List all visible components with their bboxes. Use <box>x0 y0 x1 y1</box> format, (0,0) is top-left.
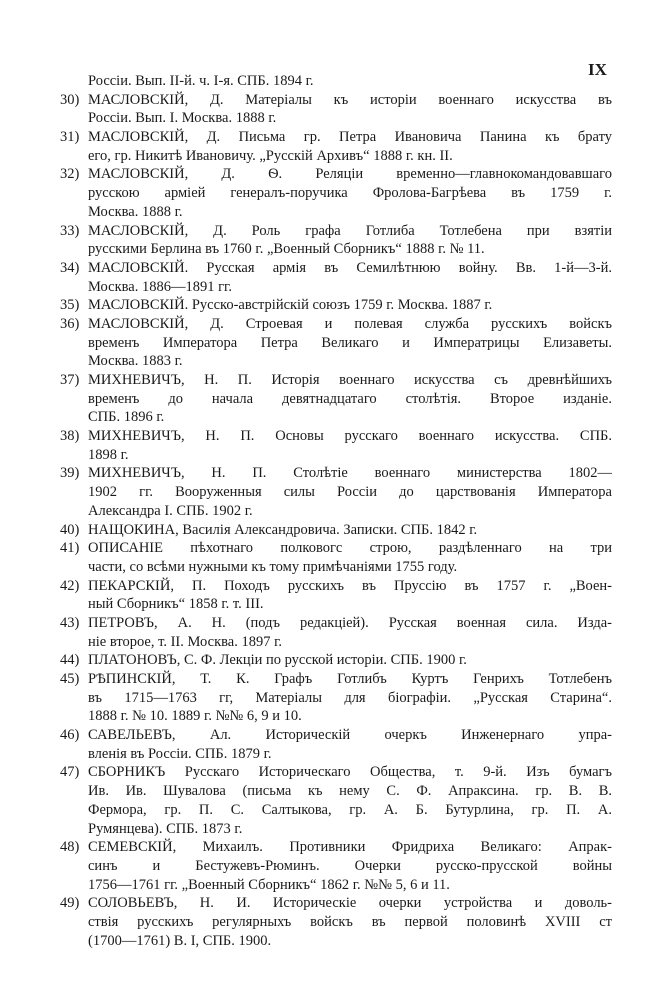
entry-text-line: 1888 г. № 10. 1889 г. №№ 6, 9 и 10. <box>88 708 302 725</box>
bibliography-entry <box>60 91 612 128</box>
entry-number: 37) <box>60 372 80 388</box>
entry-text-line: (1700—1761) В. I, СПБ. 1900. <box>88 932 272 949</box>
entry-text-line: МАСЛОВСКІЙ. Русская армія въ Семилѣтнюю войну. Вв. 1-й—3-й. <box>88 259 612 276</box>
entry-number: 38) <box>60 428 80 445</box>
entry-text-line: синъ и Бестужевъ-Рюминъ. Очерки русско-прусской войны <box>88 857 612 874</box>
bibliography-entry <box>60 726 612 763</box>
bibliography-entry <box>60 259 612 296</box>
entry-text-line: СОЛОВЬЕВЪ, Н. И. Историческіе очерки устройства и доволь- <box>88 895 612 912</box>
entry-text-line: временъ Императора Петра Великаго и Императрицы Елизаветы. <box>88 334 612 351</box>
entry-text-line: ніе второе, т. II. Москва. 1897 г. <box>88 633 283 650</box>
entry-number: 47) <box>60 764 80 781</box>
bibliography-entry <box>60 838 612 894</box>
entry-number: 45) <box>60 671 80 687</box>
entry-text-line: русскою арміей генералъ-поручика Фролова-Багрѣева въ 1759 г. <box>88 185 612 202</box>
bibliography-entry <box>60 614 612 651</box>
bibliography-entry <box>60 222 612 259</box>
entry-number: 33) <box>60 222 80 239</box>
entry-text-line: Ив. Ив. Шувалова (письма къ нему С. Ф. Апраксина. гр. В. В. <box>88 783 612 800</box>
entry-text-line: ПЛАТОНОВЪ, С. Ф. Лекціи по русской исторіи. СПБ. 1900 г. <box>88 652 467 669</box>
entry-number: 41) <box>60 540 80 557</box>
entry-text-line: Россіи. Вып. II-й. ч. I-я. СПБ. 1894 г. <box>88 73 314 89</box>
entry-text-line: ОПИСАНІЕ пѣхотнаго полковогс строю, раздѣленнаго на три <box>88 540 612 557</box>
entry-number: 34) <box>60 259 80 276</box>
entry-text-line: МАСЛОВСКІЙ, Д. Строевая и полевая служба русскихъ войскъ <box>88 315 612 332</box>
bibliography-entry <box>60 128 612 165</box>
entry-text-line: 1756—1761 гг. „Военный Сборникъ“ 1862 г. №№ 5, 6 и 11. <box>88 876 450 893</box>
entry-text-line: Москва. 1888 г. <box>88 203 183 220</box>
bibliography-entry <box>60 670 612 726</box>
entry-number: 36) <box>60 315 80 332</box>
entry-number: 31) <box>60 129 80 146</box>
entry-number: 43) <box>60 614 80 631</box>
entry-number: 48) <box>60 839 80 856</box>
entry-text-line: МАСЛОВСКІЙ, Д. Роль графа Готлиба Тотлебена при взятіи <box>88 222 612 239</box>
entry-text-line: ПЕКАРСКІЙ, П. Походъ русскихъ въ Пруссію въ 1757 г. „Воен- <box>88 577 612 594</box>
entry-text-line: РѢПИНСКІЙ, Т. К. Графъ Готлибъ Куртъ Генрихъ Тотлебенъ <box>88 671 612 687</box>
entry-text-line: ствія русскихъ регулярныхъ войскъ въ первой половинѣ XVIII ст <box>88 913 612 930</box>
entry-text-line: 1902 гг. Вооруженныя силы Россіи до царствованія Императора <box>88 484 612 501</box>
entry-text-line: СПБ. 1896 г. <box>88 409 165 426</box>
entry-number: 40) <box>60 521 80 538</box>
entry-number: 35) <box>60 297 80 314</box>
entry-text-line: МИХНЕВИЧЪ, Н. П. Основы русскаго военнаго искусства. СПБ. <box>88 428 612 445</box>
entry-text-line: Россіи. Вып. I. Москва. 1888 г. <box>88 110 277 127</box>
entry-text-line: ный Сборникъ“ 1858 г. т. III. <box>88 596 264 613</box>
entry-text-line: НАЩОКИНА, Василія Александровича. Записки. СПБ. 1842 г. <box>88 521 478 538</box>
entry-text-line: Александра I. СПБ. 1902 г. <box>88 502 253 519</box>
entry-text-line: МАСЛОВСКІЙ, Д. Ѳ. Реляціи временно—главнокомандовавшаго <box>88 166 612 183</box>
entry-number: 49) <box>60 895 80 912</box>
bibliography-entry <box>60 539 612 576</box>
entry-text-line: 1898 г. <box>88 446 129 463</box>
entry-number: 46) <box>60 727 80 744</box>
bibliography-entry <box>60 521 612 540</box>
bibliography-list <box>60 72 612 950</box>
bibliography-entry <box>60 315 612 371</box>
bibliography-entry <box>60 577 612 614</box>
entry-number: 30) <box>60 91 80 108</box>
entry-text-line: МАСЛОВСКІЙ. Русско-австрійскій союзъ 1759 г. Москва. 1887 г. <box>88 297 493 314</box>
entry-number: 39) <box>60 465 80 482</box>
bibliography-entry <box>60 651 612 670</box>
bibliography-entry <box>60 763 612 838</box>
bibliography-entry <box>60 296 612 315</box>
bibliography-entry <box>60 427 612 464</box>
entry-text-line: МИХНЕВИЧЪ, Н. П. Исторія военнаго искусства съ древнѣйшихъ <box>88 372 612 388</box>
entry-text-line: СЕМЕВСКІЙ, Михаилъ. Противники Фридриха Великаго: Апрак- <box>88 839 612 856</box>
entry-text-line: русскими Берлина въ 1760 г. „Военный Сборникъ“ 1888 г. № 11. <box>88 241 485 258</box>
entry-text-line: Москва. 1886—1891 гг. <box>88 278 232 295</box>
entry-text-line: вленія въ Россіи. СПБ. 1879 г. <box>88 745 272 762</box>
bibliography-entry <box>60 72 612 91</box>
entry-number: 44) <box>60 652 80 669</box>
bibliography-entry <box>60 464 612 520</box>
bibliography-entry <box>60 165 612 221</box>
entry-text-line: МИХНЕВИЧЪ, Н. П. Столѣтіе военнаго министерства 1802— <box>88 465 612 482</box>
entry-text-line: Москва. 1883 г. <box>88 353 183 370</box>
entry-number: 32) <box>60 166 80 183</box>
entry-text-line: его, гр. Никитѣ Ивановичу. „Русскій Архивъ“ 1888 г. кн. II. <box>88 147 453 164</box>
bibliography-entry <box>60 894 612 950</box>
entry-text-line: ПЕТРОВЪ, А. Н. (подъ редакціей). Русская военная сила. Изда- <box>88 614 612 631</box>
bibliography-entry <box>60 371 612 427</box>
entry-text-line: временъ до начала девятнадцатаго столѣтія. Второе изданіе. <box>88 390 612 407</box>
entry-text-line: въ 1715—1763 гг, Матеріалы для біографіи. „Русская Старина“. <box>88 689 612 706</box>
entry-text-line: МАСЛОВСКІЙ, Д. Письма гр. Петра Ивановича Панина къ брату <box>88 129 612 146</box>
entry-text-line: САВЕЛЬЕВЪ, Ал. Историческій очеркъ Инженернаго упра- <box>88 727 612 744</box>
entry-text-line: Фермора, гр. П. С. Салтыкова, гр. А. Б. Бутурлина, гр. П. А. <box>88 801 612 818</box>
entry-text-line: СБОРНИКЪ Русскаго Историческаго Общества, т. 9-й. Изъ бумагъ <box>88 764 612 781</box>
entry-text-line: Румянцева). СПБ. 1873 г. <box>88 820 243 837</box>
entry-number: 42) <box>60 577 80 594</box>
entry-text-line: части, со всѣми нужными къ тому примѣчаніями 1755 году. <box>88 558 458 575</box>
page-number: IX <box>588 60 607 79</box>
entry-text-line: МАСЛОВСКІЙ, Д. Матеріалы къ исторіи военнаго искусства въ <box>88 91 612 108</box>
